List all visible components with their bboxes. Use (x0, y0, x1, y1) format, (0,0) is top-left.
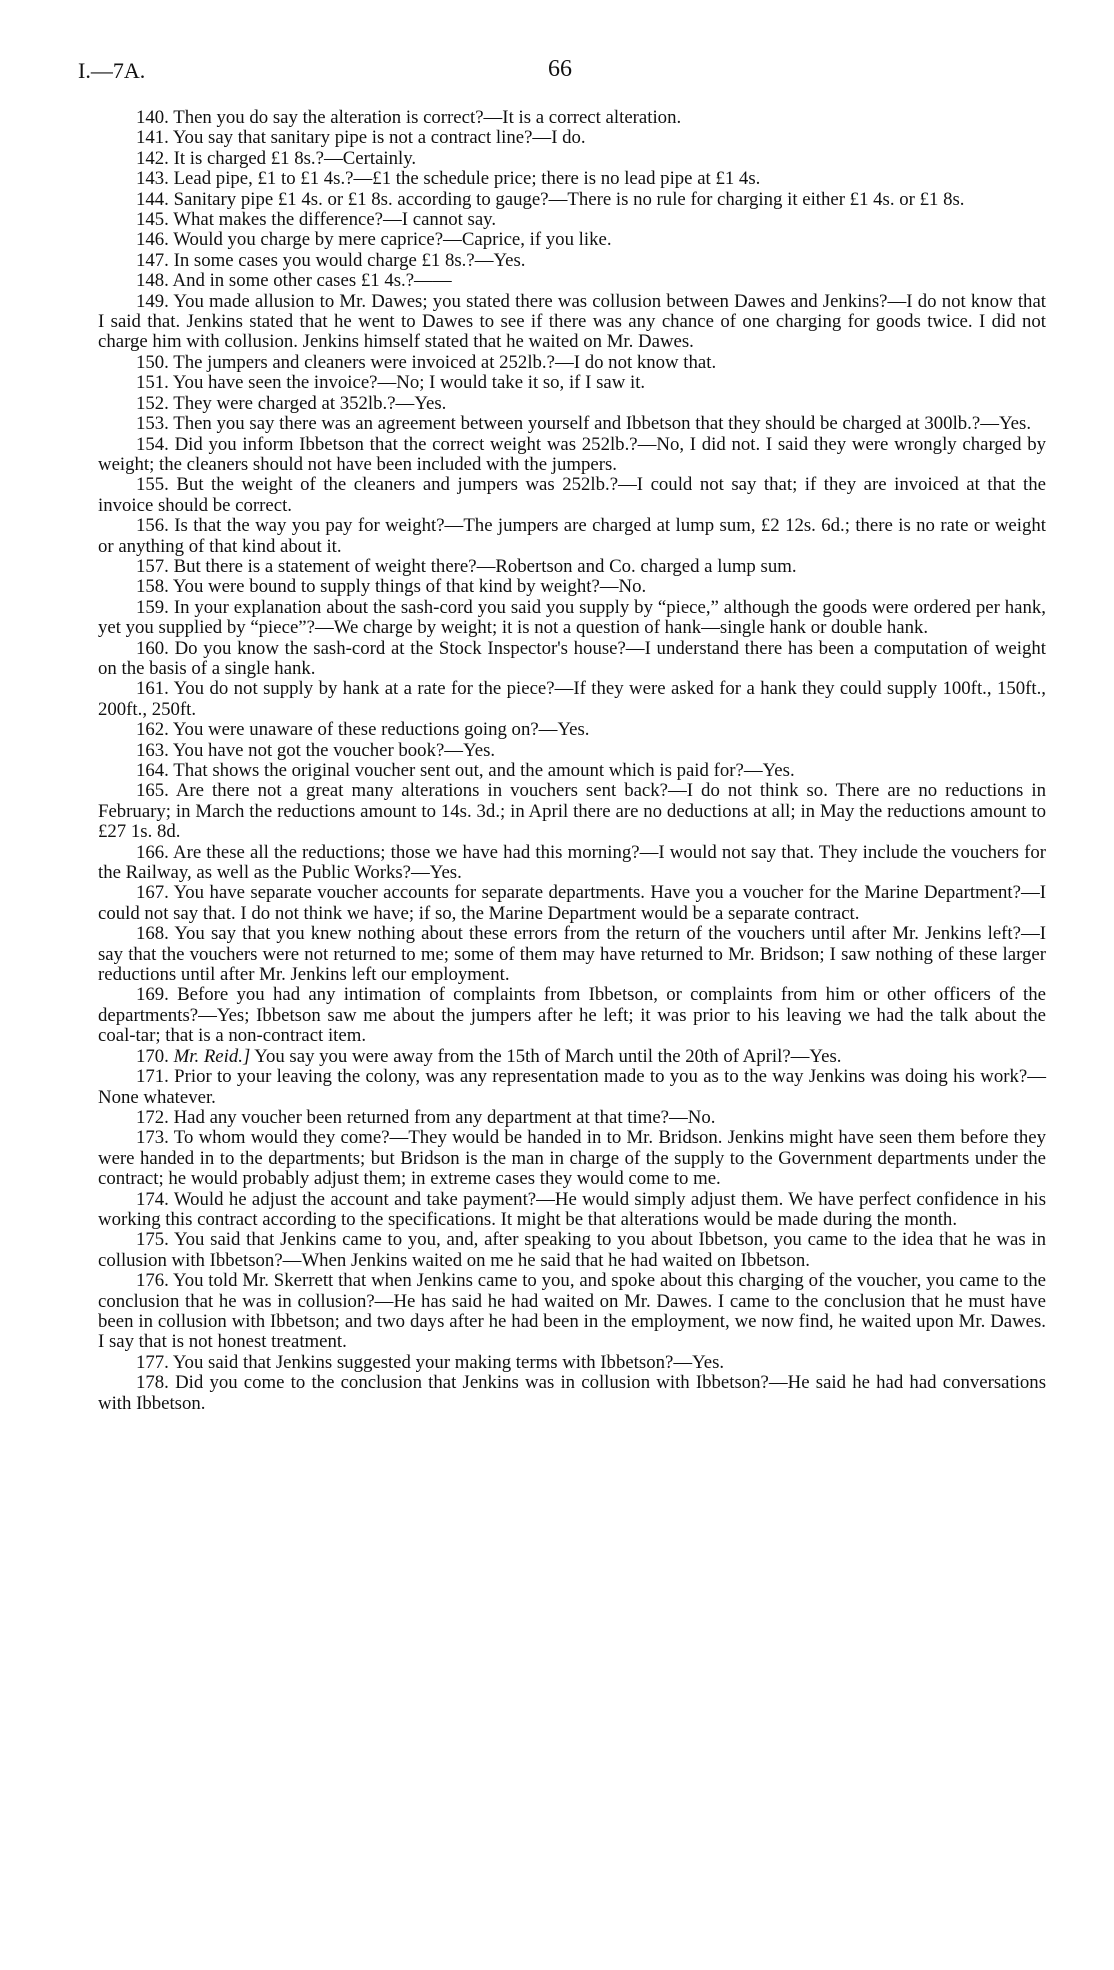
question-number: 178. (136, 1372, 169, 1394)
question-number: 140. (136, 107, 169, 128)
testimony-paragraph (98, 985, 1046, 1046)
question-number: 165. (136, 780, 169, 802)
question-number: 155. (136, 474, 169, 496)
testimony-paragraph (98, 108, 1046, 128)
question-answer-text: Do you know the sash-cord at the Stock Inspector's house?—I understand there has been a computation of weight on the basis of a single hank. (98, 637, 1046, 679)
testimony-paragraph (98, 475, 1046, 516)
question-answer-text: You were unaware of these reductions going on?—Yes. (172, 719, 590, 741)
testimony-paragraph (98, 1067, 1046, 1108)
question-answer-text: In some cases you would charge £1 8s.?—Yes. (173, 249, 526, 271)
question-number: 160. (136, 637, 169, 659)
question-number: 172. (136, 1106, 169, 1128)
question-answer-text: You were bound to supply things of that kind by weight?—No. (172, 576, 647, 598)
question-number: 161. (136, 678, 169, 700)
testimony-paragraph (98, 1108, 1046, 1128)
question-answer-text: Would he adjust the account and take payment?—He would simply adjust them. We have perfect confidence in his working this contract according to the specifications. It might be that alterations would be made during the month. (98, 1188, 1046, 1230)
testimony-paragraph (98, 149, 1046, 169)
question-answer-text: What makes the difference?—I cannot say. (173, 209, 497, 231)
question-number: 169. (136, 984, 169, 1006)
testimony-paragraph (98, 843, 1046, 884)
testimony-paragraph (98, 373, 1046, 393)
question-answer-text: Are these all the reductions; those we have had this morning?—I would not say that. They include the vouchers for the Railway, as well as the Public Works?—Yes. (98, 841, 1046, 884)
question-answer-text: They were charged at 352lb.?—Yes. (173, 392, 447, 414)
testimony-paragraph (98, 577, 1046, 597)
question-number: 153. (136, 413, 169, 435)
testimony-paragraph (98, 639, 1046, 680)
testimony-paragraph (98, 741, 1046, 761)
testimony-paragraph (98, 1190, 1046, 1231)
question-number: 154. (136, 433, 169, 455)
page-number: 66 (548, 56, 572, 82)
question-number: 176. (136, 1270, 169, 1292)
question-answer-text: The jumpers and cleaners were invoiced at 252lb.?—I do not know that. (173, 351, 717, 373)
testimony-paragraph (98, 190, 1046, 210)
question-number: 175. (136, 1229, 169, 1251)
question-answer-text: Is that the way you pay for weight?—The jumpers are charged at lump sum, £2 12s. 6d.; there is no rate or weight or anything of that kind about it. (98, 515, 1046, 557)
question-answer-text: You say that you knew nothing about these errors from the return of the vouchers until after Mr. Jenkins left?—I say that the vouchers were not returned to me; some of them may have returned to Mr. Bridson; I saw nothing of these larger reductions until after Mr. Jenkins left our employment. (98, 923, 1046, 986)
question-number: 148. (136, 270, 169, 292)
question-answer-text: You told Mr. Skerrett that when Jenkins came to you, and spoke about this charging of the voucher, you came to the conclusion that he was in collusion?—He has said he had waited on Mr. Dawes. I came to the conclusion that he must have been in collusion with Ibbetson; and two days after he had been in the employment, we now find, he waited upon Mr. Dawes. I say that is not honest treatment. (98, 1270, 1047, 1353)
question-answer-text: But there is a statement of weight there?—Robertson and Co. charged a lump sum. (173, 555, 797, 577)
question-number: 167. (136, 882, 169, 904)
testimony-paragraph (98, 414, 1046, 434)
question-number: 147. (136, 249, 169, 271)
question-answer-text: You said that Jenkins suggested your making terms with Ibbetson?—Yes. (172, 1351, 725, 1373)
question-number: 145. (136, 209, 169, 231)
question-answer-text: Then you do say the alteration is correct?—It is a correct alteration. (173, 107, 682, 128)
question-number: 171. (136, 1066, 169, 1088)
question-answer-text: And in some other cases £1 4s.?—— (172, 270, 452, 292)
question-number: 177. (136, 1351, 169, 1373)
speaker-label: Mr. Reid.] (173, 1045, 251, 1067)
testimony-paragraph (98, 1230, 1046, 1271)
question-number: 166. (136, 841, 169, 863)
testimony-paragraph (98, 292, 1046, 353)
question-answer-text: You do not supply by hank at a rate for the piece?—If they were asked for a hank they could supply 100ft., 150ft., 200ft., 250ft. (98, 678, 1046, 720)
question-answer-text: But the weight of the cleaners and jumpers was 252lb.?—I could not say that; if they are invoiced at that the invoice should be correct. (98, 474, 1046, 516)
question-answer-text: It is charged £1 8s.?—Certainly. (173, 147, 417, 169)
testimony-paragraph (98, 1047, 1046, 1067)
testimony-paragraph (98, 516, 1046, 557)
document-reference: I.—7A. (78, 58, 146, 83)
question-answer-text: Had any voucher been returned from any department at that time?—No. (173, 1106, 716, 1128)
testimony-paragraph (98, 1353, 1046, 1373)
question-answer-text: You have not got the voucher book?—Yes. (172, 739, 496, 761)
testimony-paragraph (98, 598, 1046, 639)
testimony-paragraph (98, 210, 1046, 230)
question-number: 173. (136, 1127, 169, 1149)
question-number: 170. (136, 1045, 169, 1067)
question-answer-text: Would you charge by mere caprice?—Caprice, if you like. (173, 229, 612, 251)
question-answer-text: Lead pipe, £1 to £1 4s.?—£1 the schedule price; there is no lead pipe at £1 4s. (173, 168, 761, 190)
question-answer-text: Then you say there was an agreement between yourself and Ibbetson that they should be charged at 300lb.?—Yes. (173, 413, 1032, 435)
question-answer-text: Did you come to the conclusion that Jenkins was in collusion with Ibbetson?—He said he had had conversations with Ibbetson. (98, 1372, 1047, 1414)
testimony-paragraph (98, 169, 1046, 189)
testimony-paragraph (98, 720, 1046, 740)
question-answer-text: Are there not a great many alterations in vouchers sent back?—I do not think so. There are no reductions in February; in March the reductions amount to 14s. 3d.; in April there are no deductions at all; in May the reductions amount to £27 1s. 8d. (98, 780, 1046, 843)
question-number: 168. (136, 923, 169, 945)
testimony-body (98, 108, 1046, 1414)
testimony-paragraph (98, 924, 1046, 985)
question-number: 141. (136, 127, 169, 149)
question-number: 163. (136, 739, 169, 761)
question-answer-text: You have seen the invoice?—No; I would take it so, if I saw it. (172, 372, 646, 394)
question-answer-text: You say you were away from the 15th of March until the 20th of April?—Yes. (254, 1045, 842, 1067)
question-answer-text: Sanitary pipe £1 4s. or £1 8s. according to gauge?—There is no rule for charging it either £1 4s. or £1 8s. (173, 188, 965, 210)
question-answer-text: Prior to your leaving the colony, was any representation made to you as to the way Jenkins was doing his work?—None whatever. (98, 1066, 1046, 1108)
question-answer-text: You say that sanitary pipe is not a contract line?—I do. (172, 127, 586, 149)
question-number: 144. (136, 188, 169, 210)
testimony-paragraph (98, 1271, 1046, 1353)
testimony-paragraph (98, 435, 1046, 476)
question-number: 152. (136, 392, 169, 414)
question-number: 149. (136, 290, 169, 312)
testimony-paragraph (98, 679, 1046, 720)
question-answer-text: You made allusion to Mr. Dawes; you stated there was collusion between Dawes and Jenkins?—I do not know that I said that. Jenkins stated that he went to Dawes to see if there was any chance of one charging for goods twice. I did not charge him with collusion. Jenkins himself stated that he waited on Mr. Dawes. (98, 290, 1046, 353)
testimony-paragraph (98, 781, 1046, 842)
testimony-paragraph (98, 271, 1046, 291)
testimony-paragraph (98, 394, 1046, 414)
testimony-paragraph (98, 128, 1046, 148)
question-number: 142. (136, 147, 169, 169)
question-answer-text: That shows the original voucher sent out, and the amount which is paid for?—Yes. (173, 760, 795, 781)
question-number: 158. (136, 576, 169, 598)
question-number: 174. (136, 1188, 169, 1210)
question-answer-text: To whom would they come?—They would be handed in to Mr. Bridson. Jenkins might have seen them before they were handed in to the departments; but Bridson is the man in charge of the supply to the Government departments under the contract; he would probably adjust them; in extreme cases they would come to me. (98, 1127, 1047, 1190)
question-answer-text: You have separate voucher accounts for separate departments. Have you a voucher for the Marine Department?—I could not say that. I do not think we have; if so, the Marine Department would be a separate contract. (98, 882, 1046, 924)
question-number: 151. (136, 372, 169, 394)
testimony-paragraph (98, 251, 1046, 271)
question-number: 157. (136, 555, 169, 577)
question-answer-text: You said that Jenkins came to you, and, after speaking to you about Ibbetson, you came to the idea that he was in collusion with Ibbetson?—When Jenkins waited on me he said that he had waited on Ibbetson. (98, 1229, 1047, 1271)
testimony-paragraph (98, 883, 1046, 924)
question-number: 150. (136, 351, 169, 373)
testimony-paragraph (98, 761, 1046, 781)
question-number: 162. (136, 719, 169, 741)
question-number: 164. (136, 760, 169, 781)
testimony-paragraph (98, 1373, 1046, 1414)
testimony-paragraph (98, 557, 1046, 577)
testimony-paragraph (98, 353, 1046, 373)
question-number: 146. (136, 229, 169, 251)
question-answer-text: Before you had any intimation of complaints from Ibbetson, or complaints from him or other officers of the departments?—Yes; Ibbetson saw me about the jumpers after he left; it was prior to his leaving we had the talk about the coal-tar; that is a non-contract item. (98, 984, 1046, 1047)
question-number: 159. (136, 596, 169, 618)
question-answer-text: In your explanation about the sash-cord you said you supply by “piece,” although the goods were ordered per hank, yet you supplied by “piece”?—We charge by weight; it is not a question of hank—single hank or double hank. (98, 596, 1046, 639)
testimony-paragraph (98, 1128, 1046, 1189)
question-answer-text: Did you inform Ibbetson that the correct weight was 252lb.?—No, I did not. I said they were wrongly charged by weight; the cleaners should not have been included with the jumpers. (98, 433, 1047, 475)
question-number: 143. (136, 168, 169, 190)
testimony-paragraph (98, 230, 1046, 250)
question-number: 156. (136, 515, 169, 537)
